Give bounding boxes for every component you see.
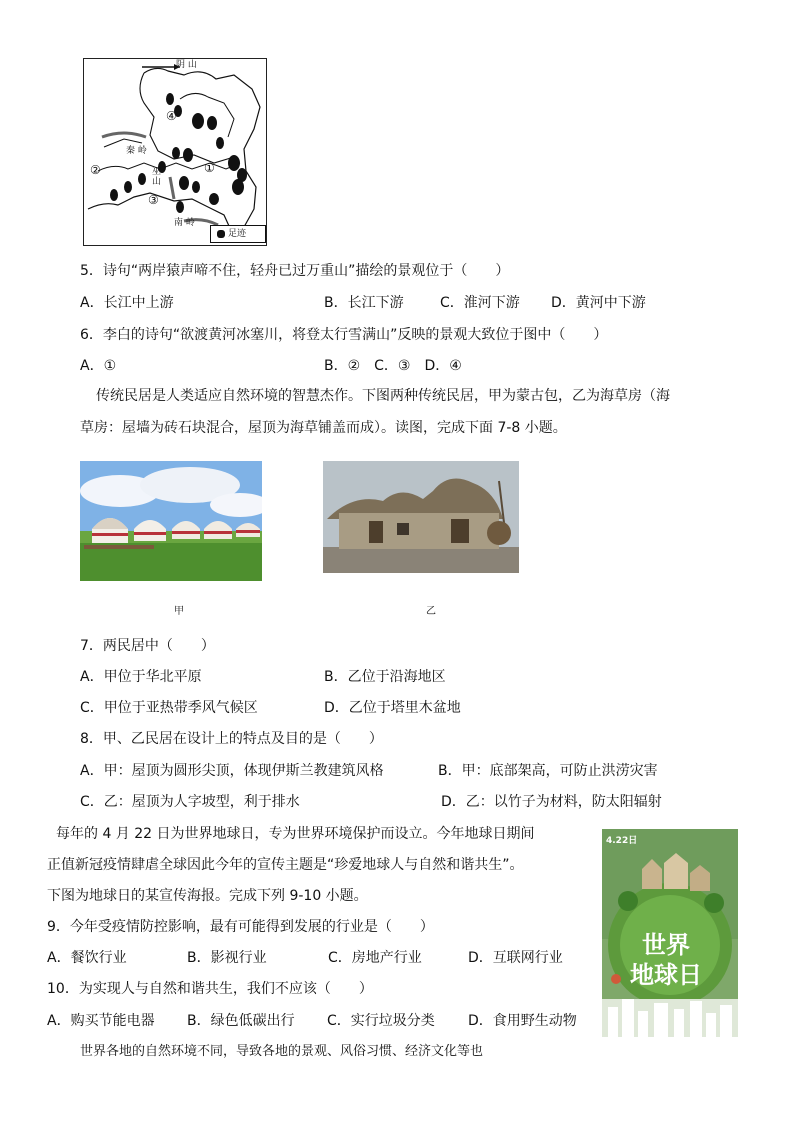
- last-paragraph-line: 世界各地的自然环境不同，导致各地的景观、风俗习惯、经济文化等也: [80, 1044, 484, 1059]
- q7-option-c: C．甲位于亚热带季风气候区: [80, 700, 258, 716]
- intro-houses-line1: 传统民居是人类适应自然环境的智慧杰作。下图两种传统民居，甲为蒙古包，乙为海草房（海: [96, 388, 670, 404]
- label-num3: ③: [148, 193, 159, 207]
- label-qinling: 秦 岭: [126, 146, 147, 156]
- q7-stem: 7．两民居中（ ）: [80, 638, 215, 654]
- q5-option-c: C．淮河下游: [440, 295, 520, 311]
- label-num4: ④: [166, 109, 177, 123]
- q6-stem: 6．李白的诗句“欲渡黄河冰塞川，将登太行雪满山”反映的景观大致位于图中（ ）: [80, 327, 608, 343]
- label-nanling: 南 岭: [174, 218, 195, 228]
- legend-label: 足迹: [228, 229, 247, 239]
- q10-stem: 10．为实现人与自然和谐共生，我们不应该（ ）: [47, 981, 373, 997]
- poster-title-line2: 地球日: [630, 961, 702, 989]
- intro-earth-line3: 下图为地球日的某宣传海报。完成下列 9-10 小题。: [47, 888, 368, 904]
- q7-option-a: A．甲位于华北平原: [80, 669, 202, 685]
- q5-option-b: B．长江下游: [324, 295, 404, 311]
- q7-option-d: D．乙位于塔里木盆地: [324, 700, 461, 716]
- q5-stem: 5．诗句“两岸猿声啼不住，轻舟已过万重山”描绘的景观位于（ ）: [80, 263, 510, 279]
- q9-stem: 9．今年受疫情防控影响，最有可能得到发展的行业是（ ）: [47, 919, 434, 935]
- map-legend: [210, 225, 266, 243]
- intro-earth-line2: 正值新冠疫情肆虐全球因此今年的宣传主题是“珍爱地球人与自然和谐共生”。: [47, 857, 524, 873]
- q9-option-d: D．互联网行业: [468, 950, 563, 966]
- q5-option-a: A．长江中上游: [80, 295, 174, 311]
- q9-option-b: B．影视行业: [187, 950, 267, 966]
- q8-option-a: A．甲：屋顶为圆形尖顶，体现伊斯兰教建筑风格: [80, 763, 384, 779]
- q10-option-d: D．食用野生动物: [468, 1013, 577, 1029]
- intro-houses-line2: 草房：屋墙为砖石块混合，屋顶为海草铺盖而成）。读图，完成下面 7-8 小题。: [80, 420, 567, 436]
- q6-options-bcd: B．② C．③ D．④: [324, 358, 462, 374]
- label-num1: ①: [204, 161, 215, 175]
- q10-option-a: A．购买节能电器: [47, 1013, 155, 1029]
- poster-title-line1: 世界: [642, 931, 690, 959]
- q10-option-b: B．绿色低碳出行: [187, 1013, 295, 1029]
- earth-day-poster: [602, 829, 738, 1037]
- q9-option-a: A．餐饮行业: [47, 950, 127, 966]
- q8-option-d: D．乙：以竹子为材料，防太阳辐射: [441, 794, 662, 810]
- intro-earth-line1: 每年的 4 月 22 日为世界地球日，专为世界环境保护而设立。今年地球日期间: [56, 826, 535, 842]
- caption-yi: 乙: [426, 606, 436, 617]
- q7-option-b: B．乙位于沿海地区: [324, 669, 446, 685]
- poster-date: 4.22日: [606, 836, 638, 846]
- seaweed-house-photo: [323, 461, 519, 573]
- q8-stem: 8．甲、乙民居在设计上的特点及目的是（ ）: [80, 731, 383, 747]
- q9-option-c: C．房地产行业: [328, 950, 422, 966]
- footprint-icon: [217, 230, 225, 238]
- yurt-photo: [80, 461, 262, 581]
- label-yinshan: 阴 山: [176, 60, 197, 70]
- label-num2: ②: [90, 163, 101, 177]
- route-map-figure: [83, 58, 267, 246]
- q5-option-d: D．黄河中下游: [551, 295, 646, 311]
- caption-jia: 甲: [174, 606, 184, 617]
- q8-option-c: C．乙：屋顶为人字坡型，利于排水: [80, 794, 300, 810]
- q10-option-c: C．实行垃圾分类: [327, 1013, 435, 1029]
- q6-option-a: A．①: [80, 358, 117, 374]
- q8-option-b: B．甲：底部架高，可防止洪涝灾害: [438, 763, 658, 779]
- label-wushan: 巫 山: [152, 167, 162, 187]
